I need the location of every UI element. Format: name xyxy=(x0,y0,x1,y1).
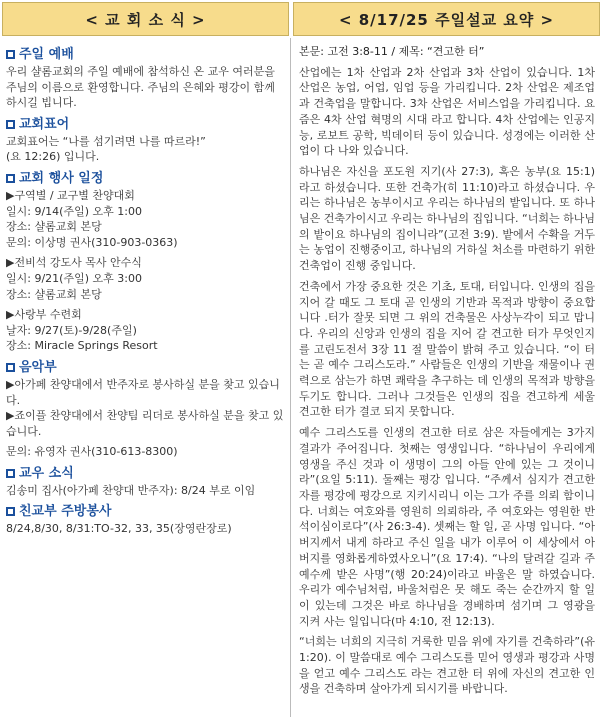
sermon-column xyxy=(299,44,595,702)
music-heading: 음악부 xyxy=(6,359,288,376)
kitchen-service-text: 8/24,8/30, 8/31:TO-32, 33, 35(장영란장로) xyxy=(6,522,232,536)
sermon-paragraph: 산업에는 1차 산업과 2차 산업과 3차 산업이 있습니다. 1차 산업은 농업, 어업, 임업 등을 가리킵니다. 2차 산업은 제조업과 건축업을 말합니다. 3차 산업은 서비스업을 가리킵니다. 요즘은 4차 산업 혁명의 시대 라고 합니다. 4차 산업에는 인공지능, 로보트 공학, 빅데이터 등이 있습니다. 성경에는 이러한 산업이 다 나와 있습니다. xyxy=(299,65,595,158)
square-bullet-icon xyxy=(6,174,15,183)
square-bullet-icon xyxy=(6,363,15,372)
square-bullet-icon xyxy=(6,120,15,129)
sermon-reference: 본문: 고전 3:8-11 / 제목: “견고한 터” xyxy=(299,45,485,58)
sermon-summary-title: < 8/17/25 주일설교 요약 > xyxy=(338,10,555,29)
sermon-paragraph: 예수 그리스도를 인생의 견고한 터로 삼은 자들에게는 3가지 결과가 주어집니다. 첫째는 영생입니다. “하나님이 우리에게 영생을 주신 것과 이 생명이 그의 아들 안에 있는 그 것이니라”(요일 5:11). 둘째는 평강 입니다. “주께서 심지가 견고한 자를 평강에 평강으로 지키시리니 이는 그가 주를 의뢰 함이니다. 너희는 여호와를 영원히 의뢰하라, 주 여호와는 영원한 반석이심이로다”(사 26:3-4). 셋째는 할 일, 곧 사명 입니다. “아버지께서 내게 하라고 주신 일을 내가 이루어 이 세상에서 아버지를 영화롭게하였사오니”(요 17:4). “나의 달려갈 길과 주 예수께 받은 사명”(행 20:24)이라고 바울은 말 하였습니다. 우리가 예수님처럼, 바울처럼은 못 해도 죽는 순간까지 할 일이 있는데 그것은 바로 하나님을 경배하며 섬기며 그 영광을 지켜 사는 일입니다(마 4:10, 전 12:13). xyxy=(299,426,596,628)
sermon-paragraph: 건축에서 가장 중요한 것은 기초, 토대, 터입니다. 인생의 집을 지어 갈 때도 그 토대 곧 인생의 기반과 목적과 방향이 중요합니다 .터가 잘못 되면 그 위의 건축물은 사상누각이 되고 맙니다. 우리의 신앙과 인생의 집을 지어 갈 견고한 터가 무엇인지를 고린도전서 3장 11 절 말씀이 밝혀 주고 있습니다. “이 터는 곧 예수 그리스도라.” 사람들은 인생의 기반을 재물이나 권력으로 삼는가 하면 쾌락을 추구하는 데 인생의 목적과 방향을 두기도 합니다. 그러나 그것들은 인생의 집을 견고하게 세울 견고한 터가 결코 되지 못합니다. xyxy=(299,279,595,419)
church-news-title: < 교 회 소 식 > xyxy=(85,10,206,29)
motto-reference: (요 12:26) 입니다. xyxy=(6,150,100,164)
event-place: 장소: Miracle Springs Resort xyxy=(6,339,158,353)
column-divider xyxy=(290,38,291,717)
event-date: 일시: 9/14(주일) 오후 1:00 xyxy=(6,204,142,218)
events-heading: 교회 행사 일정 xyxy=(6,170,288,187)
kitchen-service-section xyxy=(6,503,288,537)
events-section xyxy=(6,170,288,354)
sermon-summary-header xyxy=(293,2,600,36)
motto-section xyxy=(6,116,288,165)
event-contact: 문의: 이상명 권사(310-903-0363) xyxy=(6,235,178,249)
square-bullet-icon xyxy=(6,50,15,59)
sermon-paragraph: “너희는 너희의 지극히 거룩한 믿음 위에 자기를 건축하라”(유 1:20). 이 말씀대로 예수 그리스도를 믿어 영생과 평강과 사명을 얻고 예수 그리스도 라는 견고한 터 위에 자신의 견고한 인생을 건축하며 살아가게 되시기를 바랍니다. xyxy=(299,635,595,696)
member-news-text: 김송미 집사(아가페 찬양대 반주자): 8/24 부로 이임 xyxy=(6,483,256,497)
event-place: 장소: 샬롬교회 본당 xyxy=(6,287,102,301)
event-name: ▶전비석 강도사 목사 안수식 xyxy=(6,256,142,270)
worship-text: 우리 샬롬교회의 주일 예배에 참석하신 온 교우 여러분을 주님의 이름으로 환영합니다. 주님의 은혜와 평강이 함께 하시길 빕니다. xyxy=(6,65,275,110)
event-name: ▶사랑부 수련회 xyxy=(6,308,82,322)
member-news-heading: 교우 소식 xyxy=(6,465,288,482)
music-contact: 문의: 유영자 권사(310-613-8300) xyxy=(6,445,178,459)
motto-heading: 교회표어 xyxy=(6,116,288,133)
music-item: ▶죠이플 찬양대에서 찬양팀 리더로 봉사하실 분을 찾고 있습니다. xyxy=(6,409,284,438)
church-news-header xyxy=(2,2,289,36)
kitchen-service-heading: 친교부 주방봉사 xyxy=(6,503,288,520)
event-name: ▶구역별 / 교구별 찬양대회 xyxy=(6,188,135,202)
church-news-column xyxy=(6,44,288,542)
square-bullet-icon xyxy=(6,469,15,478)
event-date: 일시: 9/21(주일) 오후 3:00 xyxy=(6,271,142,285)
music-section xyxy=(6,359,288,460)
music-item: ▶아가페 찬양대에서 반주자로 봉사하실 분을 찾고 있습니다. xyxy=(6,377,280,407)
event-place: 장소: 샬롬교회 본당 xyxy=(6,220,102,234)
worship-section xyxy=(6,46,288,111)
square-bullet-icon xyxy=(6,507,15,516)
member-news-section xyxy=(6,465,288,499)
worship-heading: 주일 예배 xyxy=(6,46,288,63)
sermon-paragraph: 하나님은 자신을 포도원 지기(사 27:3), 혹은 농부(요 15:1)라고 하셨습니다. 또한 건축가(히 11:10)라고 하셨습니다. 우리는 하나님은 농부이시고 우리는 하나님의 밭입니다. 또 하나님은 건축가이시고 우리는 하나님의 집입니다. “너희는 하나님의 밭이요 하나님의 집이니라”(고전 3:9). 밭에서 수확을 거두는 농업이 진행중이고, 하나님의 거하실 처소를 마련하기 위한 건축업이 진행 중입니다. xyxy=(299,164,595,273)
event-date: 날자: 9/27(토)-9/28(주일) xyxy=(6,323,137,337)
motto-line: 교회표어는 “나를 섬기려면 나를 따르라!” xyxy=(6,134,206,148)
